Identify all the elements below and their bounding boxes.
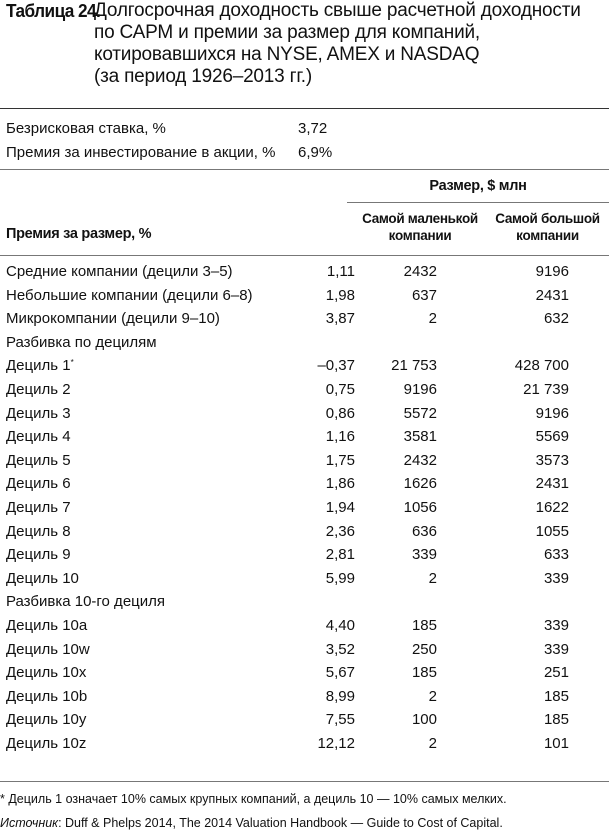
- row-label: [6, 378, 71, 402]
- row-label-text: Разбивка по децилям: [6, 333, 157, 351]
- row-label-text: Дециль 1: [6, 357, 71, 375]
- row-label: [6, 472, 71, 496]
- smallest-size-cell: 250: [411, 640, 437, 658]
- smallest-size-cell: 636: [411, 522, 437, 540]
- row-label-text: Дециль 10x: [6, 664, 87, 682]
- largest-size-cell: 633: [543, 546, 569, 564]
- largest-size-cell: 632: [543, 310, 569, 328]
- row-label-text: Дециль 4: [6, 428, 71, 446]
- row-label: [6, 543, 71, 567]
- table-row: [0, 331, 609, 355]
- header-rule: [0, 255, 609, 256]
- smallest-size-cell: 3581: [403, 428, 437, 446]
- row-label: [6, 708, 86, 732]
- largest-size-cell: 1055: [535, 522, 569, 540]
- table-row: [0, 425, 609, 449]
- largest-size-cell: 339: [543, 640, 569, 658]
- premium-column-header: Премия за размер, %: [6, 226, 152, 242]
- source-note: [0, 816, 503, 830]
- premium-cell: 8,99: [325, 687, 355, 705]
- smallest-size-cell: 9196: [403, 381, 437, 398]
- table-caption: [94, 0, 609, 88]
- smallest-size-cell: 2: [428, 687, 437, 705]
- largest-size-cell: 9196: [535, 263, 569, 280]
- premium-cell: 1,11: [326, 263, 355, 280]
- row-label-text: Дециль 5: [6, 451, 71, 469]
- premium-cell: 5,99: [325, 569, 355, 587]
- largest-size-cell: 3573: [535, 451, 569, 469]
- premium-cell: 3,52: [325, 640, 355, 658]
- row-label: [6, 331, 157, 355]
- table-row: [0, 638, 609, 662]
- row-label-text: Дециль 2: [6, 381, 71, 398]
- row-label-text: Дециль 10y: [6, 711, 87, 729]
- size-group-rule: [347, 202, 609, 203]
- table-row: [0, 402, 609, 426]
- premium-cell: 0,75: [325, 381, 355, 398]
- smallest-size-cell: 339: [411, 546, 437, 564]
- row-label-text: Средние компании (децили 3–5): [6, 263, 233, 280]
- top-rule: [0, 108, 609, 109]
- row-label-text: Дециль 10z: [6, 735, 87, 752]
- premium-cell: 2,81: [325, 546, 355, 564]
- largest-size-cell: 1622: [535, 499, 569, 516]
- largest-size-cell: 21 739: [523, 381, 569, 398]
- row-label: [6, 661, 86, 685]
- table-row: [0, 378, 609, 402]
- smallest-size-cell: 2: [428, 310, 437, 328]
- header-line: Самой маленькой: [362, 211, 478, 226]
- row-label-text: Небольшие компании (децили 6–8): [6, 286, 253, 304]
- smallest-size-cell: 2432: [403, 263, 437, 280]
- row-label: [6, 732, 86, 756]
- table-row: [0, 354, 609, 378]
- smallest-size-cell: 185: [411, 617, 437, 634]
- table-row: [0, 307, 609, 331]
- smallest-size-cell: 1056: [403, 499, 437, 516]
- param-label: Безрисковая ставка, %: [6, 120, 166, 137]
- table-row: [0, 543, 609, 567]
- row-label: [6, 284, 253, 308]
- premium-cell: 3,87: [325, 310, 355, 328]
- row-label-text: Дециль 10w: [6, 640, 90, 658]
- premium-cell: 1,16: [325, 428, 355, 446]
- table-row: [0, 520, 609, 544]
- row-label-text: Дециль 10: [6, 569, 79, 587]
- largest-size-cell: 185: [543, 711, 569, 729]
- header-line: компании: [388, 228, 452, 243]
- row-label: [6, 496, 71, 520]
- table-row: [0, 567, 609, 591]
- row-label: [6, 590, 165, 614]
- caption-line: по САРМ и премии за размер для компаний,: [94, 22, 480, 43]
- smallest-size-cell: 637: [411, 286, 437, 304]
- bottom-rule: [0, 781, 609, 782]
- premium-cell: 1,98: [325, 286, 355, 304]
- row-label: [6, 685, 87, 709]
- table-row: [0, 496, 609, 520]
- smallest-size-cell: 21 753: [391, 357, 437, 375]
- param-value: 6,9%: [298, 144, 333, 161]
- smallest-size-cell: 1626: [403, 475, 437, 493]
- table-row: [0, 708, 609, 732]
- param-label: Премия за инвестирование в акции, %: [6, 144, 276, 161]
- param-row: [0, 141, 609, 165]
- row-label-text: Дециль 10b: [6, 687, 88, 705]
- source-label: Источник: [0, 816, 59, 830]
- smallest-size-cell: 2432: [403, 451, 437, 469]
- largest-size-cell: 339: [543, 569, 569, 587]
- row-label: [6, 520, 71, 544]
- footnote: * Дециль 1 означает 10% самых крупных компаний, а дециль 10 — 10% самых мелких.: [0, 792, 507, 806]
- caption-line: котировавшихся на NYSE, AMEX и NASDAQ: [94, 44, 480, 65]
- largest-company-header: [486, 210, 609, 244]
- row-label-text: Дециль 8: [6, 522, 71, 540]
- smallest-size-cell: 5572: [403, 404, 437, 422]
- premium-cell: –0,37: [317, 357, 355, 375]
- row-label: [6, 638, 90, 662]
- footnote-marker: *: [70, 358, 74, 368]
- row-label: [6, 402, 71, 426]
- premium-cell: 1,86: [325, 475, 355, 493]
- premium-cell: 4,40: [325, 617, 355, 634]
- table-row: [0, 614, 609, 638]
- smallest-size-cell: 100: [411, 711, 437, 729]
- largest-size-cell: 185: [543, 687, 569, 705]
- row-label-text: Дециль 10a: [6, 617, 88, 634]
- table-row: [0, 732, 609, 756]
- caption-line: (за период 1926–2013 гг.): [94, 66, 312, 87]
- size-group-header: Размер, $ млн: [429, 178, 527, 194]
- row-label-text: Разбивка 10-го дециля: [6, 593, 166, 611]
- smallest-size-cell: 2: [428, 569, 437, 587]
- table-row: [0, 661, 609, 685]
- table-row: [0, 449, 609, 473]
- table-row: [0, 472, 609, 496]
- row-label: [6, 354, 74, 378]
- table-row: [0, 685, 609, 709]
- largest-size-cell: 2431: [535, 475, 569, 493]
- premium-cell: 1,94: [325, 499, 355, 516]
- table-row: [0, 590, 609, 614]
- row-label: [6, 307, 220, 331]
- row-label: [6, 449, 71, 473]
- source-text: : Duff & Phelps 2014, The 2014 Valuation Handbook — Guide to Cost of Capital.: [58, 816, 503, 830]
- row-label: [6, 614, 87, 638]
- largest-size-cell: 5569: [535, 428, 569, 446]
- header-line: Самой большой: [495, 211, 600, 226]
- row-label-text: Дециль 9: [6, 546, 71, 564]
- smallest-company-header: [354, 210, 486, 244]
- largest-size-cell: 428 700: [514, 357, 569, 375]
- table-row: [0, 284, 609, 308]
- row-label-text: Микрокомпании (децили 9–10): [6, 310, 220, 328]
- largest-size-cell: 339: [543, 617, 569, 634]
- premium-cell: 5,67: [325, 664, 355, 682]
- param-value: 3,72: [298, 120, 328, 137]
- premium-cell: 7,55: [325, 711, 355, 729]
- premium-cell: 1,75: [325, 451, 355, 469]
- premium-cell: 0,86: [325, 404, 355, 422]
- smallest-size-cell: 185: [411, 664, 437, 682]
- params-rule: [0, 169, 609, 170]
- premium-cell: 12,12: [317, 735, 355, 752]
- largest-size-cell: 251: [543, 664, 569, 682]
- table-row: [0, 260, 609, 284]
- smallest-size-cell: 2: [428, 735, 437, 752]
- largest-size-cell: 9196: [535, 404, 569, 422]
- header-line: компании: [516, 228, 579, 243]
- row-label: [6, 567, 79, 591]
- row-label: [6, 260, 233, 284]
- row-label: [6, 425, 71, 449]
- caption-line: Долгосрочная доходность свыше расчетной доходности: [94, 0, 581, 21]
- table-number: Таблица 24.: [6, 0, 101, 21]
- row-label-text: Дециль 3: [6, 404, 71, 422]
- largest-size-cell: 2431: [535, 286, 569, 304]
- row-label-text: Дециль 6: [6, 475, 71, 493]
- largest-size-cell: 101: [543, 735, 569, 752]
- premium-cell: 2,36: [325, 522, 355, 540]
- param-row: [0, 117, 609, 141]
- row-label-text: Дециль 7: [6, 499, 71, 516]
